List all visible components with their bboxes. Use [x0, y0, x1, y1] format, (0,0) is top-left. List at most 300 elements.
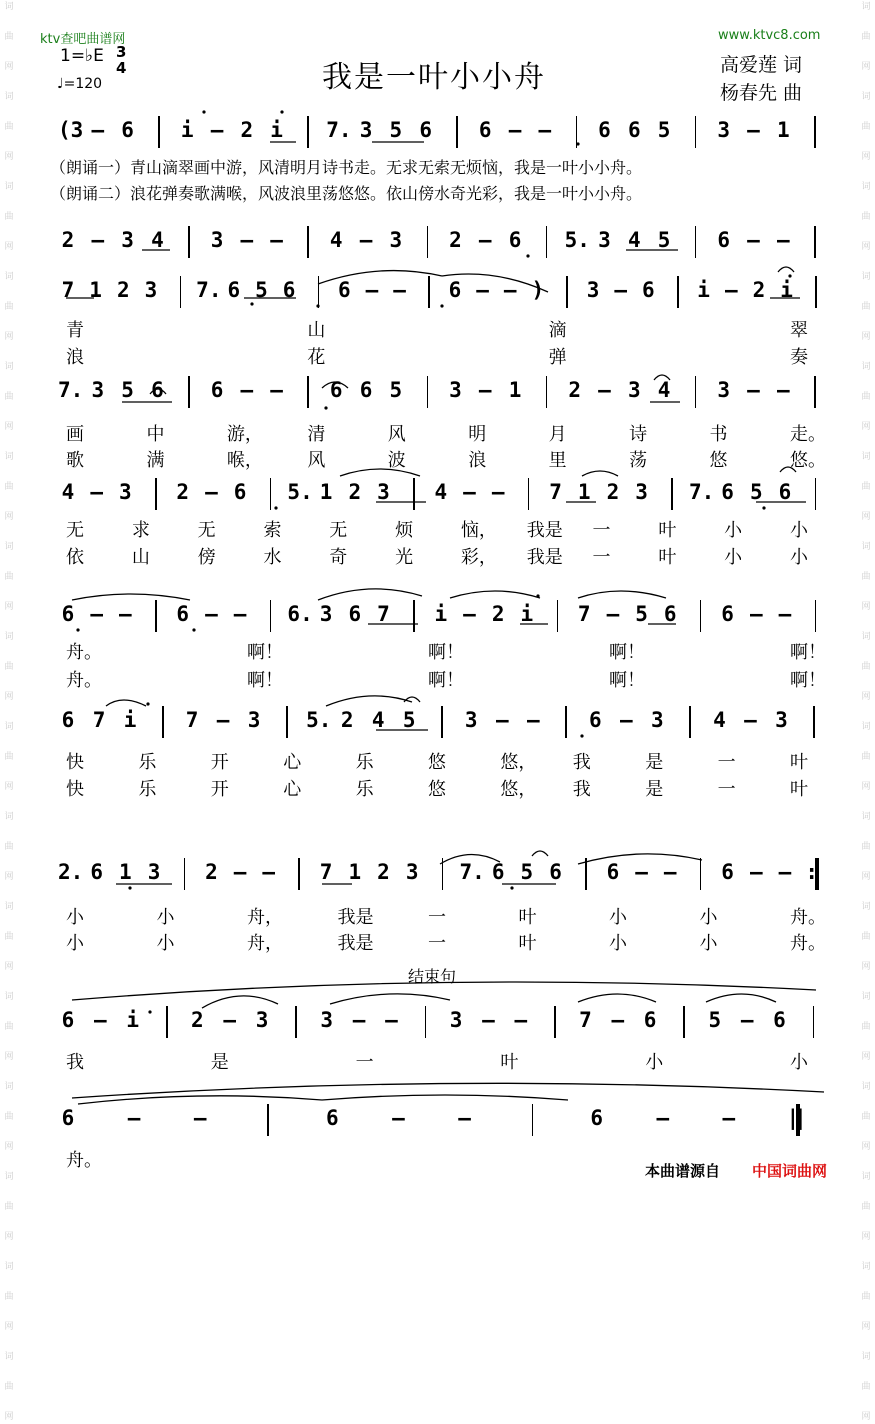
watermark-glyph: 曲 [861, 572, 871, 582]
composer-credit: 杨春先 曲 [720, 82, 803, 104]
watermark-glyph: 词 [861, 1352, 871, 1362]
jianpu-note: 3 [717, 378, 730, 402]
watermark-glyph: 曲 [861, 122, 871, 132]
jianpu-note: 3 [389, 228, 403, 252]
jianpu-note: 7 [549, 480, 562, 504]
jianpu-note: 2 [568, 378, 581, 402]
jianpu-note: 6 [448, 278, 462, 302]
jianpu-note: 3 [119, 480, 132, 504]
watermark-glyph: 曲 [861, 212, 871, 222]
lyricist-credit: 高爱莲 词 [720, 54, 803, 76]
jianpu-note: 2 [449, 228, 462, 252]
watermark-glyph: 曲 [4, 122, 14, 132]
jianpu-note: 6 [233, 480, 247, 504]
dash-note: – [270, 378, 283, 402]
jianpu-note: 7 [377, 602, 390, 626]
lyric-syllable: 索 [263, 520, 282, 541]
jianpu-note: 3 [147, 860, 161, 884]
lyric-syllable: 悠 [428, 752, 446, 773]
jianpu-note: 2 [240, 118, 254, 142]
jianpu-note: i [126, 1008, 139, 1032]
dash-note: – [127, 1106, 141, 1130]
jianpu-note: 1 [319, 480, 333, 504]
jianpu-note: 5 [708, 1008, 722, 1032]
lyric-syllable: 叶 [790, 752, 808, 773]
key-signature: 1=♭E [60, 46, 104, 66]
lyric-syllable: 诗 [629, 424, 648, 445]
jianpu-note: 6 [348, 602, 362, 626]
watermark-glyph: 网 [4, 1322, 14, 1332]
watermark-glyph: 曲 [861, 1292, 871, 1302]
lyric-syllable: 一 [717, 779, 736, 800]
lyric-syllable: 风 [307, 450, 326, 471]
jianpu-note: 1 [119, 860, 132, 884]
watermark-glyph: 曲 [4, 1022, 14, 1032]
dash-note: – [611, 1008, 625, 1032]
jianpu-note: 6 [642, 278, 655, 302]
jianpu-note: 2 [340, 708, 354, 732]
jianpu-note: 2 [116, 278, 130, 302]
jianpu-note: 3 [717, 118, 730, 142]
lyric-syllable: 小 [66, 907, 84, 928]
watermark-glyph: 曲 [4, 32, 14, 42]
lyric-syllable: 喉， [226, 450, 263, 471]
dash-note: – [90, 602, 103, 626]
lyric-syllable: 啊！ [428, 642, 464, 663]
dash-note: – [233, 860, 247, 884]
dash-note: – [463, 602, 476, 626]
watermark-glyph: 网 [4, 512, 14, 522]
watermark-glyph: 曲 [861, 932, 871, 942]
watermark-glyph: 曲 [4, 482, 14, 492]
watermark-glyph: 曲 [4, 1292, 14, 1302]
jianpu-note: 3 [91, 378, 105, 402]
lyric-syllable: 光 [395, 547, 414, 568]
watermark-glyph: 词 [861, 632, 871, 642]
site-name-left: ktv查吧曲谱网 [40, 32, 126, 47]
jianpu-note: 5 [520, 860, 534, 884]
lyric-syllable: 小 [724, 547, 743, 568]
dash-note: – [352, 1008, 366, 1032]
lyric-syllable: 画 [66, 424, 84, 445]
jianpu-note: 4 [627, 228, 641, 252]
dash-note: – [393, 278, 406, 302]
lyric-syllable: 滴 [548, 320, 567, 341]
lyric-syllable: 里 [548, 450, 567, 471]
lyric-syllable: 依 [66, 547, 84, 568]
dash-note: – [620, 708, 633, 732]
lyric-syllable: 叶 [500, 1052, 519, 1073]
watermark-glyph: 网 [4, 872, 14, 882]
watermark-glyph: 词 [4, 362, 14, 372]
lyric-syllable: 花 [307, 347, 326, 368]
lyric-syllable: 舟。 [66, 670, 102, 691]
watermark-glyph: 词 [861, 902, 871, 912]
jianpu-note: 6 [589, 708, 602, 732]
jianpu-note: 7 [185, 708, 199, 732]
jianpu-note: 6 [721, 860, 734, 884]
jianpu-note: 6 [326, 1106, 339, 1130]
watermark-glyph: 词 [861, 2, 871, 12]
watermark-glyph: 网 [4, 422, 14, 432]
jianpu-note: 6 [61, 708, 75, 732]
watermark-glyph: 曲 [861, 32, 871, 42]
dash-note: – [526, 708, 540, 732]
jianpu-note: 7 [92, 708, 106, 732]
lyric-syllable: 一 [428, 933, 446, 954]
jianpu-note: 6 [598, 118, 611, 142]
watermark-glyph: 曲 [861, 842, 871, 852]
watermark-glyph: 网 [861, 62, 871, 72]
dash-note: – [491, 480, 505, 504]
jianpu-note: 1 [776, 118, 790, 142]
lyric-syllable: 心 [283, 779, 302, 800]
watermark-glyph: 词 [4, 542, 14, 552]
jianpu-note: 4 [61, 480, 75, 504]
watermark-glyph: 词 [861, 812, 871, 822]
watermark-glyph: 词 [861, 362, 871, 372]
jianpu-note: i [780, 278, 793, 302]
lyric-syllable: 啊！ [428, 670, 464, 691]
lyric-syllable: 小 [790, 1052, 808, 1073]
jianpu-note: 5. [306, 708, 332, 732]
dash-note: – [538, 118, 552, 142]
lyric-syllable: 啊！ [247, 642, 283, 663]
time-sig-bottom: 4 [116, 59, 127, 77]
dash-note: – [598, 378, 611, 402]
lyric-syllable: 月 [548, 424, 567, 445]
dash-note: – [91, 228, 105, 252]
lyric-syllable: 一 [428, 907, 446, 928]
lyric-syllable: 啊！ [790, 670, 826, 691]
watermark-glyph: 曲 [4, 1202, 14, 1212]
dash-note: – [503, 278, 517, 302]
watermark-glyph: 词 [4, 902, 14, 912]
lyric-syllable: 山 [131, 547, 150, 568]
jianpu-note: 6 [151, 378, 164, 402]
watermark-glyph: 曲 [861, 662, 871, 672]
dash-note: – [359, 228, 373, 252]
watermark-glyph: 词 [861, 452, 871, 462]
jianpu-note: 3 [121, 228, 134, 252]
watermark-glyph: 曲 [4, 302, 14, 312]
jianpu-note: 2 [752, 278, 766, 302]
watermark-glyph: 网 [4, 242, 14, 252]
source-label: 本曲谱源自 [645, 1162, 721, 1180]
jianpu-note: 6 [721, 480, 734, 504]
lyric-syllable: 快 [66, 752, 84, 773]
dash-note: – [508, 118, 522, 142]
lyric-syllable: 悠 [709, 450, 728, 471]
lyric-syllable: 舟。 [66, 1150, 102, 1171]
watermark-glyph: 网 [861, 1232, 871, 1242]
lyric-syllable: 乐 [355, 779, 374, 800]
watermark-glyph: 词 [4, 182, 14, 192]
lyric-syllable: 我 [66, 1052, 84, 1073]
lyric-syllable: 恼， [460, 520, 497, 541]
dash-note: – [606, 602, 620, 626]
jianpu-note: 4 [371, 708, 385, 732]
lyric-syllable: 小 [645, 1052, 664, 1073]
ending-label: 结束句 [408, 967, 457, 986]
jianpu-note: 5 [657, 228, 671, 252]
dash-note: – [205, 480, 218, 504]
dash-note: – [193, 1106, 207, 1130]
jianpu-note: 3 [775, 708, 788, 732]
watermark-glyph: 曲 [861, 392, 871, 402]
watermark-glyph: 词 [861, 272, 871, 282]
jianpu-note: 4 [713, 708, 726, 732]
watermark-glyph: 词 [861, 92, 871, 102]
dash-note: – [458, 1106, 471, 1130]
watermark-glyph: 词 [4, 992, 14, 1002]
dash-note: – [385, 1008, 398, 1032]
jianpu-note: 3 [449, 378, 462, 402]
dash-note: – [90, 480, 103, 504]
lyric-syllable: 小 [790, 547, 808, 568]
dash-note: – [747, 228, 760, 252]
lyric-syllable: 是 [645, 752, 664, 773]
jianpu-note: 3 [319, 602, 333, 626]
dash-note: – [240, 378, 254, 402]
lyric-syllable: 小 [699, 933, 718, 954]
jianpu-note: 6 [176, 602, 190, 626]
jianpu-note: 2 [176, 480, 190, 504]
lyric-syllable: 浪 [468, 450, 487, 471]
site-url-right: www.ktvc8.com [718, 28, 821, 43]
watermark-glyph: 网 [4, 1142, 14, 1152]
watermark-glyph: 词 [861, 992, 871, 1002]
lyric-syllable: 一 [355, 1052, 374, 1073]
lyric-syllable: 乐 [355, 752, 374, 773]
final-barline: || [788, 1106, 805, 1130]
jianpu-note: 6 [721, 602, 734, 626]
jianpu-note: 6 [227, 278, 241, 302]
lyric-syllable: 书 [709, 424, 728, 445]
lyric-syllable: 山 [307, 320, 326, 341]
lyric-syllable: 啊！ [609, 670, 645, 691]
watermark-glyph: 词 [4, 1352, 14, 1362]
dash-note: – [778, 860, 792, 884]
watermark-glyph: 词 [4, 1082, 14, 1092]
jianpu-note: 3 [377, 480, 390, 504]
lyric-syllable: 我 [572, 752, 591, 773]
jianpu-note: 6 [121, 118, 134, 142]
jianpu-note: 6 [90, 860, 103, 884]
jianpu-note: 7 [61, 278, 75, 302]
lyric-syllable: 叶 [518, 907, 537, 928]
dash-note: – [482, 1008, 495, 1032]
lyric-syllable: 烦 [395, 520, 414, 541]
watermark-glyph: 网 [861, 242, 871, 252]
lyric-syllable: 奇 [329, 547, 348, 568]
dash-note: – [747, 378, 760, 402]
jianpu-note: 6 [419, 118, 432, 142]
jianpu-note: 5. [287, 480, 313, 504]
dash-note: – [262, 860, 276, 884]
jianpu-note: 3 [359, 118, 373, 142]
dash-note: – [216, 708, 230, 732]
watermark-glyph: 词 [4, 92, 14, 102]
watermark-glyph: 词 [4, 2, 14, 12]
watermark-glyph: 网 [4, 1232, 14, 1242]
dash-note: – [744, 708, 757, 732]
lyric-syllable: 无 [329, 520, 348, 541]
lyric-syllable: 心 [283, 752, 302, 773]
source-site: 中国词曲网 [752, 1162, 828, 1180]
jianpu-note: 6 [773, 1008, 786, 1032]
watermark-glyph: 词 [4, 1262, 14, 1272]
dash-note: – [478, 228, 492, 252]
lyric-syllable: 是 [645, 779, 664, 800]
watermark-glyph: 曲 [4, 752, 14, 762]
watermark-glyph: 曲 [861, 1382, 871, 1392]
lyric-syllable: 开 [210, 752, 229, 773]
watermark-glyph: 词 [4, 722, 14, 732]
lyric-syllable: 小 [699, 907, 718, 928]
lyric-syllable: 满 [146, 450, 165, 471]
recitation-one: （朗诵一）青山滴翠画中游，风清明月诗书走。无求无索无烦恼，我是一叶小小舟。 [50, 158, 643, 177]
jianpu-note: 6 [210, 378, 224, 402]
lyric-syllable: 叶 [790, 779, 808, 800]
dash-note: – [463, 480, 476, 504]
lyric-syllable: 是 [210, 1052, 229, 1073]
jianpu-note: 1 [577, 480, 591, 504]
watermark-glyph: 网 [861, 512, 871, 522]
watermark-glyph: 网 [4, 62, 14, 72]
jianpu-note: i [434, 602, 448, 626]
watermark-glyph: 词 [861, 722, 871, 732]
lyric-syllable: 青 [66, 320, 84, 341]
lyric-syllable: 无 [197, 520, 216, 541]
lyric-syllable: 中 [146, 424, 165, 445]
jianpu-note: 5 [657, 118, 671, 142]
jianpu-note: 3 [598, 228, 611, 252]
watermark-glyph: 曲 [861, 302, 871, 312]
lyric-syllable: 无 [66, 520, 84, 541]
jianpu-note: 3 [144, 278, 158, 302]
watermark-glyph: 网 [4, 692, 14, 702]
jianpu-note: 3 [210, 228, 224, 252]
dash-note: – [478, 378, 492, 402]
jianpu-note: 3 [320, 1008, 334, 1032]
watermark-glyph: 词 [861, 1082, 871, 1092]
lyric-syllable: 我是 [337, 933, 374, 954]
jianpu-note: ) [531, 278, 545, 302]
watermark-glyph: 曲 [4, 212, 14, 222]
jianpu-note: 4 [151, 228, 164, 252]
jianpu-note: i [520, 602, 534, 626]
lyric-syllable: 快 [66, 779, 84, 800]
jianpu-note: 5 [389, 118, 403, 142]
lyric-syllable: 清 [307, 424, 326, 445]
jianpu-note: 7. [196, 278, 222, 302]
jianpu-note: 5 [635, 602, 648, 626]
dash-note: – [614, 278, 628, 302]
lyric-syllable: 小 [790, 520, 808, 541]
lyric-syllable: 我是 [526, 547, 563, 568]
jianpu-note: 6 [478, 118, 492, 142]
watermark-glyph: 网 [4, 962, 14, 972]
jianpu-note: i [270, 118, 283, 142]
dash-note: – [776, 228, 790, 252]
lyric-syllable: 明 [468, 424, 487, 445]
dash-note: – [749, 602, 763, 626]
watermark-glyph: 网 [861, 872, 871, 882]
jianpu-note: 2 [377, 860, 390, 884]
jianpu-note: 6 [338, 278, 351, 302]
jianpu-note: 6 [329, 378, 343, 402]
jianpu-note: 1 [89, 278, 102, 302]
watermark-glyph: 词 [4, 1172, 14, 1182]
watermark-glyph: 网 [4, 602, 14, 612]
lyric-syllable: 走。 [790, 424, 826, 445]
jianpu-note: 3 [586, 278, 600, 302]
lyric-syllable: 荡 [629, 450, 648, 471]
jianpu-note: 2 [491, 602, 505, 626]
watermark-glyph: 曲 [4, 572, 14, 582]
lyric-syllable: 小 [66, 933, 84, 954]
jianpu-note: 5 [255, 278, 268, 302]
watermark-glyph: 网 [861, 692, 871, 702]
jianpu-note: 2 [606, 480, 620, 504]
jianpu-note: 4 [657, 378, 671, 402]
lyric-syllable: 小 [156, 907, 175, 928]
dash-note: – [210, 118, 224, 142]
dash-note: – [749, 860, 763, 884]
watermark-glyph: 网 [861, 1142, 871, 1152]
watermark-glyph: 网 [4, 152, 14, 162]
watermark-glyph: 词 [861, 1262, 871, 1272]
lyric-syllable: 舟， [247, 933, 283, 954]
jianpu-note: 3 [247, 708, 261, 732]
jianpu-note: 7 [579, 1008, 592, 1032]
lyric-syllable: 翠 [790, 320, 808, 341]
lyric-syllable: 叶 [518, 933, 537, 954]
jianpu-note: 6 [717, 228, 730, 252]
dash-note: – [740, 1008, 754, 1032]
jianpu-note: i [123, 708, 137, 732]
lyric-syllable: 悠 [428, 779, 446, 800]
lyric-syllable: 啊！ [247, 670, 283, 691]
jianpu-note: 6 [606, 860, 620, 884]
jianpu-note: 5. [564, 228, 590, 252]
jianpu-note: 6 [549, 860, 562, 884]
song-title: 我是一叶小小舟 [322, 60, 546, 95]
dash-note: – [205, 602, 218, 626]
jianpu-note: 5 [389, 378, 403, 402]
lyric-syllable: 彩， [460, 547, 497, 568]
lyric-syllable: 叶 [658, 547, 677, 568]
watermark-glyph: 曲 [4, 392, 14, 402]
lyric-syllable: 水 [263, 547, 282, 568]
jianpu-note: 6 [359, 378, 373, 402]
dash-note: – [724, 278, 738, 302]
jianpu-note: i [697, 278, 710, 302]
jianpu-note: 3 [449, 1008, 463, 1032]
lyric-syllable: 我是 [337, 907, 374, 928]
lyric-syllable: 悠， [500, 752, 537, 773]
watermark-glyph: 网 [861, 152, 871, 162]
lyric-syllable: 开 [210, 779, 229, 800]
lyric-syllable: 波 [387, 450, 406, 471]
jianpu-note: 7. [459, 860, 485, 884]
jianpu-note: 6. [287, 602, 313, 626]
watermark-glyph: 曲 [861, 1112, 871, 1122]
jianpu-note: 2 [61, 228, 75, 252]
dash-note: – [663, 860, 677, 884]
lyric-syllable: 乐 [138, 779, 157, 800]
